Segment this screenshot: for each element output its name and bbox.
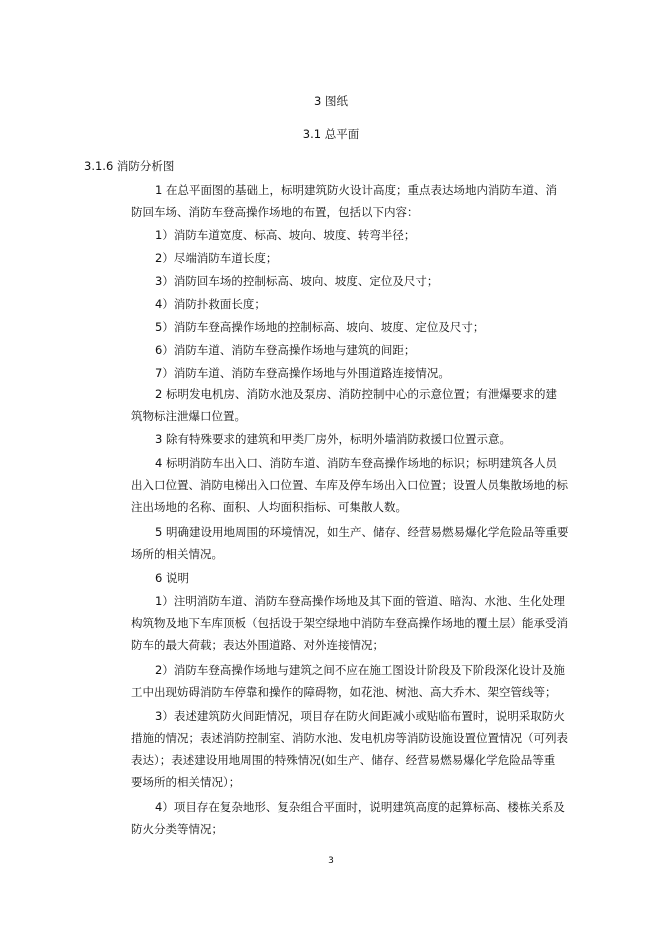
paragraph-line: 防车的最大荷载；表达外围道路、对外连接情况； [131,638,384,652]
paragraph-5 [131,521,576,565]
chapter-title: 3 图纸 [314,94,348,108]
paragraph-line: 2）消防车登高操作场地与建筑之间不应在施工图设计阶段及下阶段深化设计及施 [155,663,565,677]
paragraph-line: 1）注明消防车道、消防车登高操作场地及其下面的管道、暗沟、水池、生化处理 [155,594,565,608]
paragraph-6 [131,567,576,589]
paragraph-line: 3 除有特殊要求的建筑和甲类厂房外，标明外墙消防救援口位置示意。 [155,432,511,446]
paragraph-line: 筑物标注泄爆口位置。 [131,409,246,423]
paragraph-line: 4）项目存在复杂地形、复杂组合平面时，说明建筑高度的起算标高、楼栋关系及 [155,800,565,814]
list-item: 5）消防车登高操作场地的控制标高、坡向、坡度、定位及尺寸； [155,320,485,334]
list-item: 1）消防车道宽度、标高、坡向、坡度、转弯半径； [155,228,416,242]
paragraph-line: 防火分类等情况； [131,822,223,836]
paragraph-2 [131,383,576,427]
paragraph-3 [131,428,576,450]
paragraph-line: 1 在总平面图的基础上，标明建筑防火设计高度；重点表达场地内消防车道、消 [155,183,557,197]
paragraph-line: 表达）；表述建设用地周围的特殊情况(如生产、储存、经营易燃易爆化学危险品等重 [131,753,556,767]
paragraph-line: 6 说明 [155,571,189,585]
paragraph-line: 3）表述建筑防火间距情况，项目存在防火间距减小或贴临布置时，说明采取防火 [155,709,565,723]
paragraph-1 [131,179,576,223]
paragraph-4 [131,452,576,518]
page-number: 3 [328,856,334,866]
paragraph-line: 注出场地的名称、面积、人均面积指标、可集散人数。 [131,500,407,514]
list-item: 7）消防车道、消防车登高操作场地与外围道路连接情况。 [155,366,450,380]
paragraph-line: 5 明确建设用地周围的环境情况，如生产、储存、经营易燃易爆化学危险品等重要 [155,525,569,539]
paragraph-line: 出入口位置、消防电梯出入口位置、车库及停车场出入口位置；设置人员集散场地的标 [131,478,568,492]
paragraph-line: 防回车场、消防车登高操作场地的布置，包括以下内容： [131,205,419,219]
list-item: 4）消防扑救面长度； [155,297,266,311]
list-item: 6）消防车道、消防车登高操作场地与建筑的间距； [155,343,416,357]
paragraph-line: 2 标明发电机房、消防水池及泵房、消防控制中心的示意位置；有泄爆要求的建 [155,387,557,401]
paragraph-line: 要场所的相关情况）； [131,775,241,789]
paragraph-6-4 [131,796,576,840]
subsection-title: 3.1.6 消防分析图 [84,159,175,173]
paragraph-line: 构筑物及地下车库顶板（包括设于架空绿地中消防车登高操作场地的覆土层）能承受消 [131,616,568,630]
section-title: 3.1 总平面 [302,127,360,141]
paragraph-6-3 [131,705,576,793]
list-item: 2）尽端消防车道长度； [155,251,278,265]
list-item: 3）消防回车场的控制标高、坡向、坡度、定位及尺寸； [155,274,439,288]
paragraph-line: 4 标明消防车出入口、消防车道、消防车登高操作场地的标识；标明建筑各人员 [155,456,557,470]
paragraph-6-2 [131,659,576,703]
paragraph-line: 场所的相关情况。 [131,547,223,561]
paragraph-line: 措施的情况；表述消防控制室、消防水池、发电机房等消防设施设置位置情况（可列表 [131,731,568,745]
paragraph-6-1 [131,590,576,656]
paragraph-line: 工中出现妨碍消防车停靠和操作的障碍物，如花池、树池、高大乔木、架空管线等； [131,685,557,699]
